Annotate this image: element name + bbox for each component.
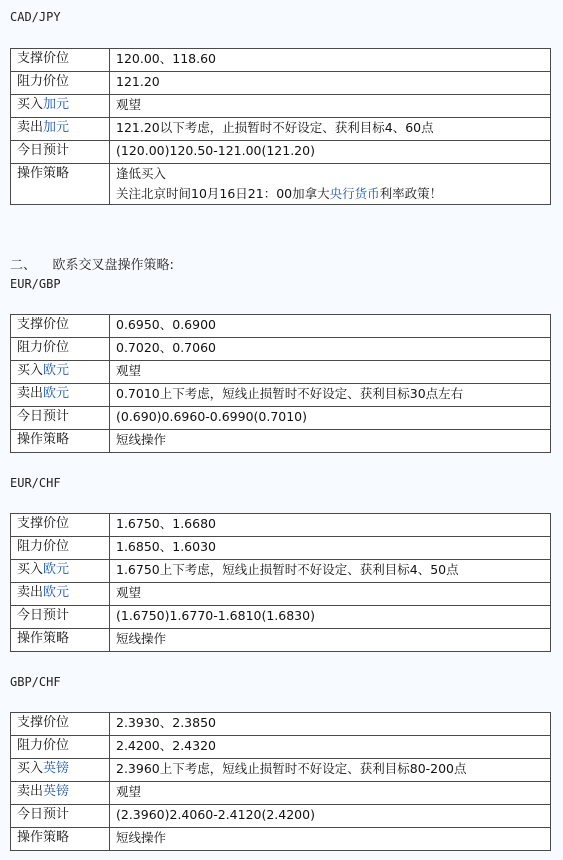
- row-value: 1.6750上下考虑，短线止损暂时不好设定、获利目标4、50点: [110, 560, 551, 583]
- row-key: 今日预计: [11, 606, 110, 629]
- row-key: 今日预计: [11, 407, 110, 430]
- row-key: 操作策略: [11, 430, 110, 453]
- currency-link[interactable]: 英镑: [43, 784, 70, 799]
- table-row: [11, 338, 551, 361]
- table-row: [11, 606, 551, 629]
- row-key-prefix: 买入: [17, 363, 44, 378]
- currency-link[interactable]: 欧元: [43, 562, 70, 577]
- currency-link[interactable]: 英镑: [43, 761, 70, 776]
- row-key: 阻力价位: [11, 537, 110, 560]
- row-key: 支撑价位: [11, 49, 110, 72]
- table-row: [11, 713, 551, 736]
- row-key: 支撑价位: [11, 514, 110, 537]
- row-value: 观望: [110, 583, 551, 606]
- row-value: 0.7020、0.7060: [110, 338, 551, 361]
- row-key: 操作策略: [11, 629, 110, 652]
- row-key: [11, 759, 110, 782]
- pair-label-cadjpy: CAD/JPY: [10, 10, 61, 24]
- row-value: 观望: [110, 95, 551, 118]
- row-value: 观望: [110, 782, 551, 805]
- row-key: [11, 118, 110, 141]
- row-key: 支撑价位: [11, 315, 110, 338]
- row-key: 阻力价位: [11, 338, 110, 361]
- row-value: (1.6750)1.6770-1.6810(1.6830): [110, 606, 551, 629]
- row-value: 短线操作: [110, 430, 551, 453]
- table-row: [11, 384, 551, 407]
- table-row: [11, 537, 551, 560]
- table-row: [11, 805, 551, 828]
- currency-link[interactable]: 欧元: [43, 585, 70, 600]
- table-row: [11, 407, 551, 430]
- row-value: 观望: [110, 361, 551, 384]
- row-key: 阻力价位: [11, 72, 110, 95]
- table-row: [11, 164, 551, 205]
- table-row: [11, 759, 551, 782]
- row-key: [11, 95, 110, 118]
- table-row: [11, 72, 551, 95]
- row-key-prefix: 卖出: [17, 585, 44, 600]
- row-value: 2.3930、2.3850: [110, 713, 551, 736]
- currency-link[interactable]: 加元: [43, 97, 70, 112]
- row-key: [11, 361, 110, 384]
- table-cadjpy: [10, 48, 551, 205]
- table-row: [11, 828, 551, 851]
- row-key-prefix: 卖出: [17, 784, 44, 799]
- table-row: [11, 118, 551, 141]
- row-value: 2.4200、2.4320: [110, 736, 551, 759]
- row-key: [11, 583, 110, 606]
- pair-label-gbpchf: GBP/CHF: [10, 675, 61, 689]
- table-eurgbp: [10, 314, 551, 453]
- row-value: 短线操作: [110, 828, 551, 851]
- row-value: 121.20: [110, 72, 551, 95]
- table-row: [11, 430, 551, 453]
- row-key: [11, 384, 110, 407]
- row-key: 支撑价位: [11, 713, 110, 736]
- table-row: [11, 95, 551, 118]
- row-key: 今日预计: [11, 805, 110, 828]
- strategy-text: 关注北京时间10月16日21：00加拿大: [116, 186, 330, 201]
- row-key: [11, 560, 110, 583]
- row-key-prefix: 买入: [17, 97, 44, 112]
- section-heading: 二、 欧系交叉盘操作策略:: [10, 258, 174, 273]
- row-value: (2.3960)2.4060-2.4120(2.4200): [110, 805, 551, 828]
- row-key-prefix: 卖出: [17, 120, 44, 135]
- row-value: 1.6850、1.6030: [110, 537, 551, 560]
- pair-label-eurgbp: EUR/GBP: [10, 277, 61, 291]
- row-value: 0.7010上下考虑，短线止损暂时不好设定、获利目标30点左右: [110, 384, 551, 407]
- row-key: 操作策略: [11, 164, 110, 205]
- strategy-text: 利率政策！: [379, 186, 443, 201]
- currency-link[interactable]: 欧元: [43, 386, 70, 401]
- row-value: [110, 164, 551, 205]
- currency-link[interactable]: 欧元: [43, 363, 70, 378]
- table-row: [11, 361, 551, 384]
- table-row: [11, 782, 551, 805]
- central-bank-link[interactable]: 央行货币: [329, 186, 380, 201]
- row-key: [11, 782, 110, 805]
- table-row: [11, 49, 551, 72]
- strategy-line-1: 逢低买入: [116, 166, 167, 181]
- row-key: 操作策略: [11, 828, 110, 851]
- table-row: [11, 736, 551, 759]
- table-row: [11, 560, 551, 583]
- row-value: (120.00)120.50-121.00(121.20): [110, 141, 551, 164]
- table-row: [11, 315, 551, 338]
- currency-link[interactable]: 加元: [43, 120, 70, 135]
- row-key-prefix: 买入: [17, 761, 44, 776]
- row-key-prefix: 卖出: [17, 386, 44, 401]
- table-row: [11, 583, 551, 606]
- row-value: (0.690)0.6960-0.6990(0.7010): [110, 407, 551, 430]
- row-value: 2.3960上下考虑，短线止损暂时不好设定、获利目标80-200点: [110, 759, 551, 782]
- table-row: [11, 629, 551, 652]
- strategy-line-2: [116, 184, 544, 204]
- row-key: 今日预计: [11, 141, 110, 164]
- table-row: [11, 514, 551, 537]
- pair-label-eurchf: EUR/CHF: [10, 476, 61, 490]
- row-value: 0.6950、0.6900: [110, 315, 551, 338]
- row-value: 121.20以下考虑，止损暂时不好设定、获利目标4、60点: [110, 118, 551, 141]
- row-value: 短线操作: [110, 629, 551, 652]
- row-key-prefix: 买入: [17, 562, 44, 577]
- table-row: [11, 141, 551, 164]
- table-gbpchf: [10, 712, 551, 851]
- row-value: 120.00、118.60: [110, 49, 551, 72]
- row-value: 1.6750、1.6680: [110, 514, 551, 537]
- table-eurchf: [10, 513, 551, 652]
- row-key: 阻力价位: [11, 736, 110, 759]
